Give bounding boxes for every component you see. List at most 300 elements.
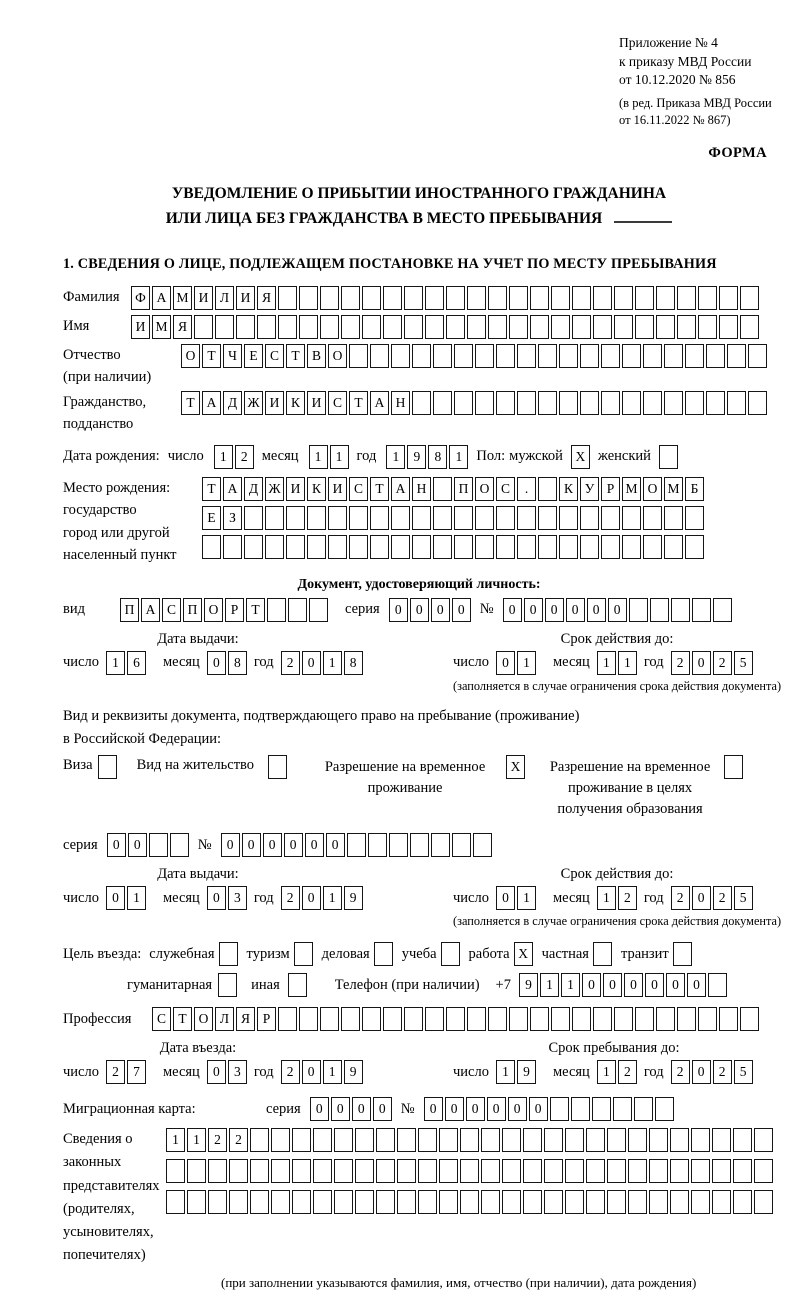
char-cell[interactable] <box>418 1128 437 1152</box>
char-cell[interactable]: 1 <box>517 651 536 675</box>
char-cell[interactable] <box>685 344 704 368</box>
char-cell[interactable] <box>664 535 683 559</box>
char-cell[interactable]: К <box>286 391 305 415</box>
char-cell[interactable] <box>250 1190 269 1214</box>
char-cell[interactable] <box>244 506 263 530</box>
char-cell[interactable]: И <box>265 391 284 415</box>
char-cell[interactable] <box>706 344 725 368</box>
char-cell[interactable] <box>170 833 189 857</box>
char-cell[interactable]: 1 <box>187 1128 206 1152</box>
char-cell[interactable] <box>431 833 450 857</box>
char-cell[interactable] <box>278 315 297 339</box>
char-cell[interactable]: 1 <box>618 651 637 675</box>
char-cell[interactable]: 0 <box>582 973 601 997</box>
char-cell[interactable] <box>727 344 746 368</box>
char-cell[interactable]: Т <box>202 477 221 501</box>
char-cell[interactable] <box>473 833 492 857</box>
char-cell[interactable] <box>509 315 528 339</box>
char-cell[interactable]: 0 <box>692 886 711 910</box>
char-cell[interactable] <box>208 1190 227 1214</box>
char-cell[interactable] <box>538 506 557 530</box>
char-cell[interactable]: 0 <box>310 1097 329 1121</box>
sex-male-checkbox[interactable]: X <box>571 445 590 469</box>
char-cell[interactable]: 2 <box>713 651 732 675</box>
char-cell[interactable]: 1 <box>386 445 405 469</box>
char-cell[interactable] <box>523 1190 542 1214</box>
char-cell[interactable] <box>593 286 612 310</box>
char-cell[interactable] <box>376 1190 395 1214</box>
char-cell[interactable] <box>410 833 429 857</box>
char-cell[interactable]: 0 <box>352 1097 371 1121</box>
char-cell[interactable]: Т <box>349 391 368 415</box>
char-cell[interactable]: О <box>643 477 662 501</box>
char-cell[interactable]: 0 <box>545 598 564 622</box>
char-cell[interactable] <box>446 1007 465 1031</box>
char-cell[interactable] <box>349 506 368 530</box>
char-cell[interactable] <box>397 1190 416 1214</box>
char-cell[interactable] <box>292 1190 311 1214</box>
char-cell[interactable] <box>622 391 641 415</box>
char-cell[interactable] <box>517 391 536 415</box>
char-cell[interactable]: 0 <box>128 833 147 857</box>
purpose-other-checkbox[interactable] <box>288 973 307 997</box>
char-cell[interactable] <box>635 286 654 310</box>
char-cell[interactable] <box>502 1190 521 1214</box>
residence-permit-checkbox[interactable] <box>268 755 287 779</box>
char-cell[interactable] <box>299 286 318 310</box>
char-cell[interactable]: 8 <box>428 445 447 469</box>
char-cell[interactable] <box>614 315 633 339</box>
char-cell[interactable]: 0 <box>603 973 622 997</box>
char-cell[interactable]: 0 <box>331 1097 350 1121</box>
char-cell[interactable] <box>544 1190 563 1214</box>
char-cell[interactable]: 0 <box>107 833 126 857</box>
char-cell[interactable] <box>593 315 612 339</box>
char-cell[interactable] <box>655 1097 674 1121</box>
char-cell[interactable] <box>341 1007 360 1031</box>
char-cell[interactable]: 0 <box>284 833 303 857</box>
char-cell[interactable]: 0 <box>524 598 543 622</box>
char-cell[interactable] <box>349 344 368 368</box>
char-cell[interactable] <box>740 286 759 310</box>
char-cell[interactable] <box>265 506 284 530</box>
char-cell[interactable]: 7 <box>127 1060 146 1084</box>
char-cell[interactable] <box>601 535 620 559</box>
char-cell[interactable]: Е <box>202 506 221 530</box>
char-cell[interactable] <box>551 315 570 339</box>
char-cell[interactable] <box>481 1128 500 1152</box>
char-cell[interactable]: Р <box>225 598 244 622</box>
char-cell[interactable] <box>523 1128 542 1152</box>
char-cell[interactable] <box>286 506 305 530</box>
char-cell[interactable] <box>223 535 242 559</box>
char-cell[interactable]: Б <box>685 477 704 501</box>
char-cell[interactable] <box>454 344 473 368</box>
char-cell[interactable]: 0 <box>529 1097 548 1121</box>
char-cell[interactable]: О <box>204 598 223 622</box>
char-cell[interactable]: Я <box>236 1007 255 1031</box>
char-cell[interactable] <box>614 1007 633 1031</box>
purpose-business-checkbox[interactable] <box>374 942 393 966</box>
char-cell[interactable] <box>670 1128 689 1152</box>
char-cell[interactable]: 0 <box>242 833 261 857</box>
char-cell[interactable]: 2 <box>281 1060 300 1084</box>
char-cell[interactable] <box>368 833 387 857</box>
char-cell[interactable]: 0 <box>666 973 685 997</box>
char-cell[interactable] <box>362 315 381 339</box>
char-cell[interactable]: 2 <box>235 445 254 469</box>
char-cell[interactable] <box>412 344 431 368</box>
char-cell[interactable]: 1 <box>449 445 468 469</box>
char-cell[interactable] <box>446 315 465 339</box>
char-cell[interactable]: Т <box>370 477 389 501</box>
char-cell[interactable] <box>236 315 255 339</box>
char-cell[interactable] <box>677 1007 696 1031</box>
purpose-work-checkbox[interactable]: X <box>514 942 533 966</box>
char-cell[interactable]: С <box>328 391 347 415</box>
char-cell[interactable] <box>517 344 536 368</box>
char-cell[interactable] <box>265 535 284 559</box>
char-cell[interactable] <box>509 286 528 310</box>
char-cell[interactable]: 1 <box>323 651 342 675</box>
char-cell[interactable] <box>299 1007 318 1031</box>
char-cell[interactable]: И <box>286 477 305 501</box>
char-cell[interactable] <box>635 315 654 339</box>
char-cell[interactable]: Л <box>215 1007 234 1031</box>
char-cell[interactable] <box>460 1128 479 1152</box>
char-cell[interactable]: И <box>328 477 347 501</box>
char-cell[interactable]: О <box>181 344 200 368</box>
char-cell[interactable] <box>278 1007 297 1031</box>
purpose-transit-checkbox[interactable] <box>673 942 692 966</box>
char-cell[interactable] <box>754 1128 773 1152</box>
char-cell[interactable]: 9 <box>407 445 426 469</box>
char-cell[interactable] <box>341 315 360 339</box>
char-cell[interactable]: 2 <box>671 651 690 675</box>
char-cell[interactable]: 2 <box>281 651 300 675</box>
char-cell[interactable]: 2 <box>713 886 732 910</box>
char-cell[interactable] <box>334 1128 353 1152</box>
char-cell[interactable]: Р <box>257 1007 276 1031</box>
char-cell[interactable] <box>370 344 389 368</box>
char-cell[interactable] <box>748 344 767 368</box>
char-cell[interactable] <box>572 1007 591 1031</box>
char-cell[interactable]: 2 <box>671 886 690 910</box>
char-cell[interactable] <box>425 1007 444 1031</box>
char-cell[interactable]: И <box>131 315 150 339</box>
char-cell[interactable] <box>278 286 297 310</box>
char-cell[interactable] <box>565 1128 584 1152</box>
char-cell[interactable]: 0 <box>302 651 321 675</box>
char-cell[interactable] <box>572 286 591 310</box>
char-cell[interactable] <box>299 315 318 339</box>
char-cell[interactable]: 1 <box>166 1128 185 1152</box>
char-cell[interactable] <box>664 391 683 415</box>
char-cell[interactable]: 0 <box>389 598 408 622</box>
char-cell[interactable] <box>149 833 168 857</box>
char-cell[interactable] <box>740 315 759 339</box>
char-cell[interactable] <box>475 344 494 368</box>
char-cell[interactable] <box>496 506 515 530</box>
char-cell[interactable] <box>530 1007 549 1031</box>
char-cell[interactable] <box>496 391 515 415</box>
char-cell[interactable] <box>691 1190 710 1214</box>
char-cell[interactable] <box>580 535 599 559</box>
char-cell[interactable]: 0 <box>503 598 522 622</box>
char-cell[interactable]: 3 <box>228 886 247 910</box>
char-cell[interactable] <box>229 1190 248 1214</box>
char-cell[interactable]: Р <box>601 477 620 501</box>
purpose-private-checkbox[interactable] <box>593 942 612 966</box>
char-cell[interactable] <box>286 535 305 559</box>
char-cell[interactable] <box>601 344 620 368</box>
purpose-official-checkbox[interactable] <box>219 942 238 966</box>
char-cell[interactable] <box>328 535 347 559</box>
char-cell[interactable] <box>271 1190 290 1214</box>
char-cell[interactable] <box>362 1007 381 1031</box>
char-cell[interactable]: М <box>173 286 192 310</box>
char-cell[interactable]: 0 <box>445 1097 464 1121</box>
char-cell[interactable] <box>565 1190 584 1214</box>
char-cell[interactable]: А <box>223 477 242 501</box>
char-cell[interactable] <box>733 1128 752 1152</box>
char-cell[interactable]: С <box>265 344 284 368</box>
char-cell[interactable] <box>538 391 557 415</box>
char-cell[interactable]: 1 <box>330 445 349 469</box>
char-cell[interactable] <box>677 315 696 339</box>
char-cell[interactable] <box>475 535 494 559</box>
char-cell[interactable] <box>320 1007 339 1031</box>
char-cell[interactable] <box>370 535 389 559</box>
char-cell[interactable]: А <box>391 477 410 501</box>
char-cell[interactable]: 2 <box>106 1060 125 1084</box>
char-cell[interactable] <box>664 506 683 530</box>
char-cell[interactable]: 0 <box>302 1060 321 1084</box>
char-cell[interactable] <box>362 286 381 310</box>
temp-residence-education-checkbox[interactable] <box>724 755 743 779</box>
char-cell[interactable]: Ж <box>265 477 284 501</box>
char-cell[interactable]: 1 <box>496 1060 515 1084</box>
char-cell[interactable] <box>509 1007 528 1031</box>
char-cell[interactable]: Я <box>257 286 276 310</box>
char-cell[interactable]: 0 <box>326 833 345 857</box>
char-cell[interactable]: 1 <box>106 651 125 675</box>
char-cell[interactable]: З <box>223 506 242 530</box>
char-cell[interactable] <box>202 535 221 559</box>
char-cell[interactable]: К <box>559 477 578 501</box>
char-cell[interactable] <box>601 506 620 530</box>
char-cell[interactable] <box>271 1128 290 1152</box>
char-cell[interactable] <box>551 286 570 310</box>
char-cell[interactable] <box>404 1007 423 1031</box>
char-cell[interactable]: В <box>307 344 326 368</box>
char-cell[interactable] <box>580 391 599 415</box>
char-cell[interactable] <box>550 1097 569 1121</box>
char-cell[interactable]: О <box>328 344 347 368</box>
char-cell[interactable] <box>433 506 452 530</box>
char-cell[interactable]: 2 <box>281 886 300 910</box>
char-cell[interactable] <box>748 391 767 415</box>
char-cell[interactable] <box>530 315 549 339</box>
char-cell[interactable]: 1 <box>561 973 580 997</box>
char-cell[interactable]: 9 <box>344 886 363 910</box>
char-cell[interactable] <box>454 391 473 415</box>
char-cell[interactable] <box>425 315 444 339</box>
purpose-study-checkbox[interactable] <box>441 942 460 966</box>
char-cell[interactable] <box>712 1128 731 1152</box>
char-cell[interactable] <box>691 1128 710 1152</box>
char-cell[interactable] <box>433 477 452 501</box>
char-cell[interactable]: К <box>307 477 326 501</box>
char-cell[interactable] <box>194 315 213 339</box>
char-cell[interactable]: 0 <box>624 973 643 997</box>
char-cell[interactable] <box>355 1190 374 1214</box>
char-cell[interactable]: Т <box>202 344 221 368</box>
char-cell[interactable] <box>467 286 486 310</box>
char-cell[interactable] <box>391 535 410 559</box>
char-cell[interactable] <box>607 1190 626 1214</box>
char-cell[interactable] <box>475 506 494 530</box>
char-cell[interactable] <box>664 344 683 368</box>
char-cell[interactable]: 9 <box>519 973 538 997</box>
char-cell[interactable]: 0 <box>106 886 125 910</box>
char-cell[interactable]: 0 <box>207 651 226 675</box>
char-cell[interactable] <box>439 1190 458 1214</box>
char-cell[interactable]: 0 <box>508 1097 527 1121</box>
char-cell[interactable] <box>692 598 711 622</box>
char-cell[interactable]: 2 <box>713 1060 732 1084</box>
char-cell[interactable] <box>187 1190 206 1214</box>
char-cell[interactable] <box>383 286 402 310</box>
char-cell[interactable] <box>320 315 339 339</box>
char-cell[interactable] <box>643 391 662 415</box>
char-cell[interactable]: Д <box>223 391 242 415</box>
char-cell[interactable] <box>307 506 326 530</box>
char-cell[interactable]: 0 <box>305 833 324 857</box>
char-cell[interactable]: А <box>370 391 389 415</box>
char-cell[interactable] <box>257 315 276 339</box>
char-cell[interactable]: П <box>120 598 139 622</box>
char-cell[interactable] <box>404 315 423 339</box>
char-cell[interactable]: М <box>664 477 683 501</box>
char-cell[interactable]: 0 <box>496 651 515 675</box>
char-cell[interactable]: 6 <box>127 651 146 675</box>
char-cell[interactable] <box>628 1128 647 1152</box>
char-cell[interactable] <box>349 535 368 559</box>
char-cell[interactable] <box>446 286 465 310</box>
char-cell[interactable] <box>292 1128 311 1152</box>
char-cell[interactable] <box>635 1007 654 1031</box>
char-cell[interactable] <box>467 315 486 339</box>
char-cell[interactable]: С <box>162 598 181 622</box>
char-cell[interactable] <box>267 598 286 622</box>
char-cell[interactable]: Л <box>215 286 234 310</box>
char-cell[interactable]: И <box>194 286 213 310</box>
char-cell[interactable] <box>551 1007 570 1031</box>
char-cell[interactable]: 0 <box>410 598 429 622</box>
char-cell[interactable] <box>517 535 536 559</box>
char-cell[interactable]: С <box>496 477 515 501</box>
char-cell[interactable] <box>452 833 471 857</box>
char-cell[interactable]: П <box>454 477 473 501</box>
char-cell[interactable] <box>320 286 339 310</box>
char-cell[interactable] <box>288 598 307 622</box>
char-cell[interactable]: Ч <box>223 344 242 368</box>
char-cell[interactable]: 1 <box>597 886 616 910</box>
char-cell[interactable] <box>727 391 746 415</box>
char-cell[interactable]: 0 <box>692 651 711 675</box>
char-cell[interactable]: Т <box>286 344 305 368</box>
char-cell[interactable] <box>460 1190 479 1214</box>
char-cell[interactable] <box>706 391 725 415</box>
char-cell[interactable] <box>559 344 578 368</box>
char-cell[interactable] <box>538 535 557 559</box>
char-cell[interactable]: Ж <box>244 391 263 415</box>
char-cell[interactable] <box>622 344 641 368</box>
char-cell[interactable] <box>481 1190 500 1214</box>
char-cell[interactable]: 0 <box>221 833 240 857</box>
char-cell[interactable]: 0 <box>587 598 606 622</box>
char-cell[interactable]: 2 <box>208 1128 227 1152</box>
char-cell[interactable] <box>439 1128 458 1152</box>
char-cell[interactable]: Т <box>173 1007 192 1031</box>
char-cell[interactable] <box>719 286 738 310</box>
char-cell[interactable]: 5 <box>734 651 753 675</box>
char-cell[interactable] <box>502 1128 521 1152</box>
purpose-tourism-checkbox[interactable] <box>294 942 313 966</box>
char-cell[interactable]: 0 <box>207 1060 226 1084</box>
char-cell[interactable] <box>530 286 549 310</box>
char-cell[interactable] <box>496 535 515 559</box>
char-cell[interactable]: 2 <box>618 886 637 910</box>
char-cell[interactable] <box>383 1007 402 1031</box>
char-cell[interactable]: 0 <box>207 886 226 910</box>
char-cell[interactable] <box>355 1128 374 1152</box>
char-cell[interactable] <box>433 535 452 559</box>
char-cell[interactable]: Д <box>244 477 263 501</box>
char-cell[interactable] <box>538 344 557 368</box>
char-cell[interactable] <box>433 344 452 368</box>
char-cell[interactable] <box>719 315 738 339</box>
char-cell[interactable]: 0 <box>687 973 706 997</box>
char-cell[interactable]: И <box>236 286 255 310</box>
char-cell[interactable] <box>418 1190 437 1214</box>
temp-residence-checkbox[interactable]: X <box>506 755 525 779</box>
char-cell[interactable] <box>671 598 690 622</box>
char-cell[interactable] <box>397 1128 416 1152</box>
char-cell[interactable]: 0 <box>496 886 515 910</box>
char-cell[interactable] <box>412 506 431 530</box>
char-cell[interactable] <box>713 598 732 622</box>
char-cell[interactable] <box>475 391 494 415</box>
char-cell[interactable]: Н <box>391 391 410 415</box>
char-cell[interactable] <box>634 1097 653 1121</box>
char-cell[interactable] <box>685 506 704 530</box>
char-cell[interactable]: П <box>183 598 202 622</box>
char-cell[interactable] <box>601 391 620 415</box>
char-cell[interactable] <box>592 1097 611 1121</box>
char-cell[interactable]: 3 <box>228 1060 247 1084</box>
char-cell[interactable]: 0 <box>608 598 627 622</box>
char-cell[interactable]: 0 <box>452 598 471 622</box>
char-cell[interactable]: И <box>307 391 326 415</box>
char-cell[interactable] <box>708 973 727 997</box>
char-cell[interactable] <box>250 1128 269 1152</box>
char-cell[interactable] <box>613 1097 632 1121</box>
char-cell[interactable]: Н <box>412 477 431 501</box>
char-cell[interactable]: 2 <box>229 1128 248 1152</box>
char-cell[interactable]: 1 <box>309 445 328 469</box>
